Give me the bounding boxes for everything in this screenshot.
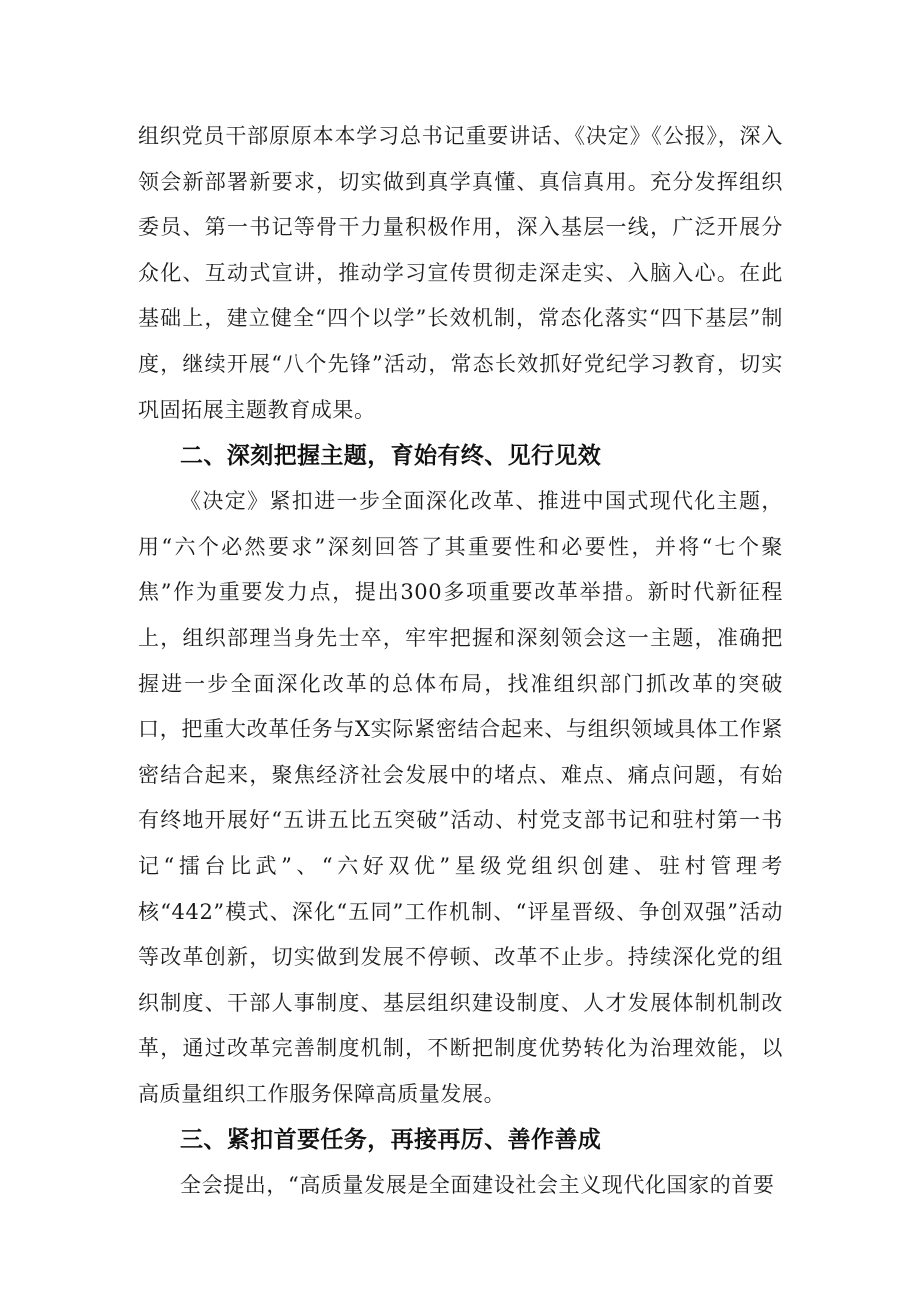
body-paragraph: 《决定》紧扣进一步全面深化改革、推进中国式现代化主题，用“六个必然要求”深刻回答了其重要性和必要性，并将“七个聚焦”作为重要发力点，提出300多项重要改革举措。新时代新征程上，组织部理当身先士卒，牢牢把握和深刻领会这一主题，准确把握进一步全面深化改革的总体布局，找准组织部门抓改革的突破口，把重大改革任务与X实际紧密结合起来、与组织领域具体工作紧密结合起来，聚焦经济社会发展中的堵点、难点、痛点问题，有始有终地开展好“五讲五比五突破”活动、村党支部书记和驻村第一书记“擂台比武”、“六好双优”星级党组织创建、驻村管理考核“442”模式、深化“五同”工作机制、“评星晋级、争创双强”活动等改革创新，切实做到发展不停顿、改革不止步。持续深化党的组织制度、干部人事制度、基层组织建设制度、人才发展体制机制改革，通过改革完善制度机制，不断把制度优势转化为治理效能，以高质量组织工作服务保障高质量发展。: [138, 489, 783, 1106]
body-paragraph: 全会提出，“高质量发展是全面建设社会主义现代化国家的首要: [180, 1173, 775, 1198]
section-heading: 三、紧扣首要任务，再接再厉、善作善成: [180, 1127, 602, 1154]
document-body: [138, 114, 783, 1209]
section-heading: 二、深刻把握主题，育始有终、见行见效: [180, 443, 602, 470]
body-paragraph: 组织党员干部原原本本学习总书记重要讲话、《决定》《公报》，深入领会新部署新要求，切实做到真学真懂、真信真用。充分发挥组织委员、第一书记等骨干力量积极作用，深入基层一线，广泛开展分众化、互动式宣讲，推动学习宣传贯彻走深走实、入脑入心。在此基础上，建立健全“四个以学”长效机制，常态化落实“四下基层”制度，继续开展“八个先锋”活动，常态长效抓好党纪学习教育，切实巩固拓展主题教育成果。: [138, 124, 783, 422]
